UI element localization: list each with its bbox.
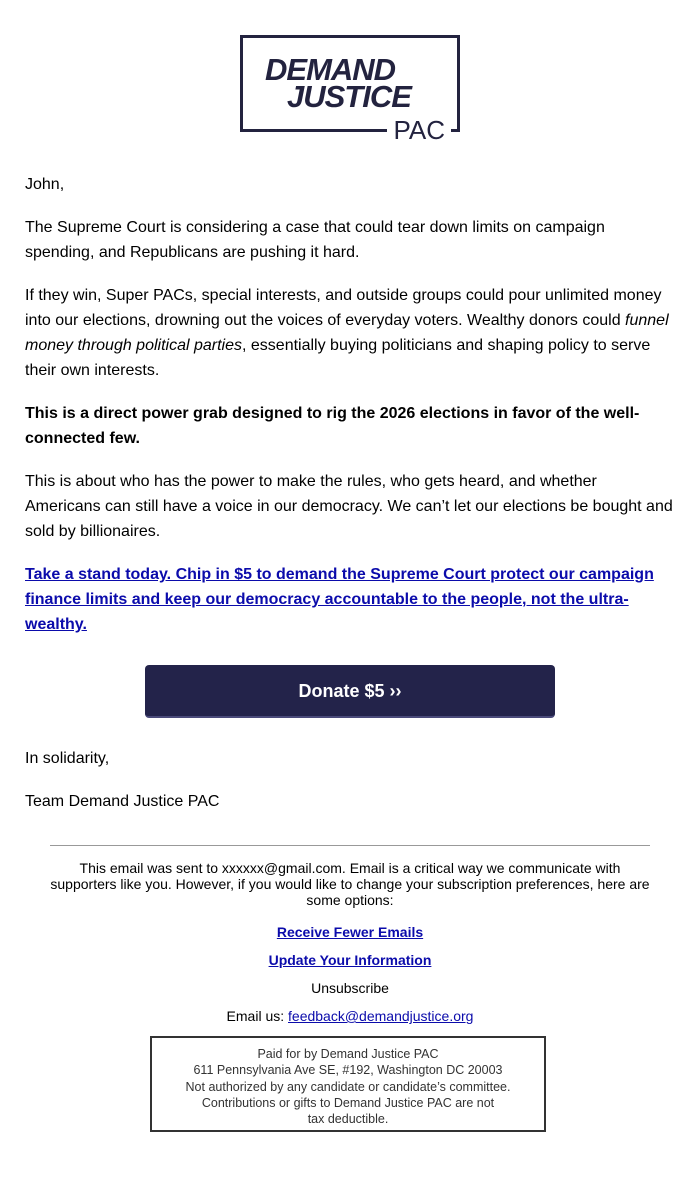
p2-emphasis: funnel money through political parties (25, 312, 669, 354)
p3-bold: This is a direct power grab designed to rig the 2026 elections in favor of the well-connected few. (25, 405, 640, 447)
email-body (25, 172, 675, 832)
signature: Team Demand Justice PAC (25, 793, 220, 810)
disclaimer-line: 611 Pennsylvania Ave SE, #192, Washington DC 20003 (193, 1063, 503, 1078)
disclaimer-line: Not authorized by any candidate or candidate’s committee. (185, 1079, 511, 1094)
p2-text-b: , essentially buying politicians and shaping policy to serve their own interests. (25, 337, 651, 379)
unsubscribe-link[interactable]: Unsubscribe (311, 980, 389, 996)
paragraph-2 (25, 283, 675, 383)
greeting: John, (25, 176, 65, 193)
demand-justice-logo (240, 35, 460, 145)
logo-line2: JUSTICE (287, 79, 411, 114)
paragraph-1: The Supreme Court is considering a case that could tear down limits on campaign spending, and Republicans are pushing it hard. (25, 219, 605, 261)
disclaimer-line: Paid for by Demand Justice PAC (257, 1047, 439, 1061)
email-us-label: Email us: (226, 1008, 289, 1024)
logo-line1: DEMAND (265, 52, 396, 87)
paragraph-4: This is about who has the power to make the rules, who gets heard, and whether Americans can still have a voice in our democracy. We can’t let our elections be bought and sold by billionaires. (25, 473, 673, 540)
signoff: In solidarity, (25, 750, 110, 767)
footer-divider (50, 845, 650, 846)
disclaimer-line: Contributions or gifts to Demand Justice PAC are not tax deductible. (201, 1095, 495, 1127)
feedback-email-link[interactable]: feedback@demandjustice.org (288, 1008, 474, 1024)
cta-link[interactable]: Take a stand today. Chip in $5 to demand the Supreme Court protect our campaign finance limits and keep our democracy accountable to the people, not the ultra-wealthy. (25, 566, 654, 633)
paid-for-disclaimer (150, 1036, 546, 1132)
logo-pac: PAC (387, 117, 451, 143)
email-us (45, 1008, 655, 1024)
footer (45, 860, 655, 1036)
donate-button[interactable]: Donate $5 ›› (145, 665, 555, 718)
update-information-link[interactable]: Update Your Information (268, 952, 432, 968)
paragraph-3 (25, 401, 675, 451)
p2-text-a: If they win, Super PACs, special interests, and outside groups could pour unlimited money into our elections, drowning out the voices of everyday voters. Wealthy donors could (25, 287, 662, 329)
footer-notice: This email was sent to xxxxxx@gmail.com. Email is a critical way we communicate with supporters like you. However, if you would like to change your subscription preferences, here are some options: (50, 860, 650, 908)
receive-fewer-emails-link[interactable]: Receive Fewer Emails (276, 924, 424, 940)
